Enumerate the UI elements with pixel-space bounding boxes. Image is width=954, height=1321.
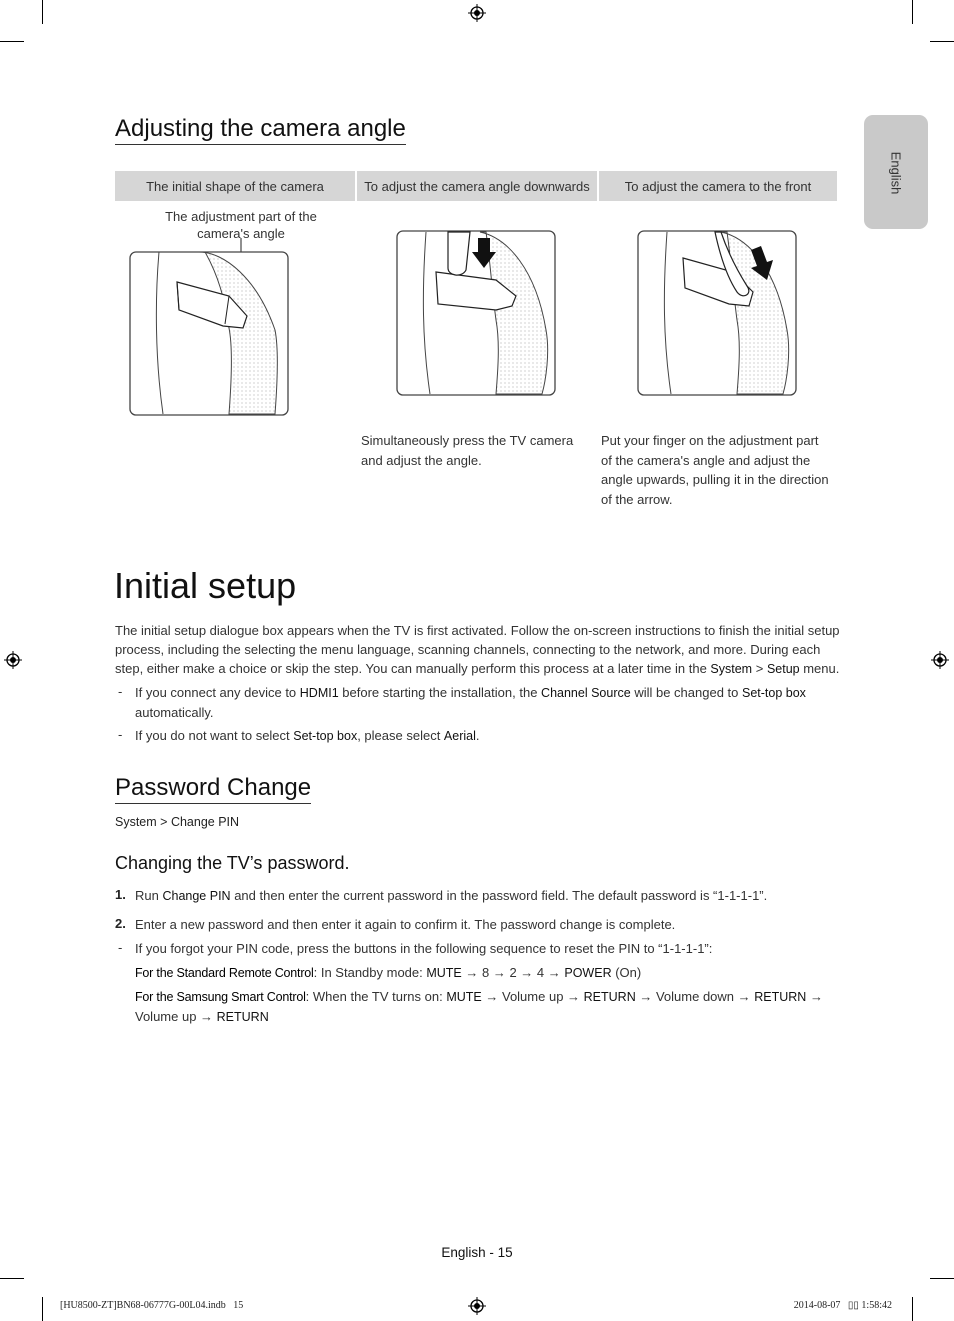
crop-mark bbox=[42, 1297, 43, 1321]
crop-mark bbox=[0, 1278, 24, 1279]
bullet-dash: - bbox=[118, 684, 123, 699]
hdmi-note: If you connect any device to HDMI1 before starting the installation, the Channel Source will be changed to Set-top box automatically. bbox=[135, 685, 806, 720]
camera-angle-table bbox=[115, 171, 837, 201]
standard-remote-sequence: For the Standard Remote Control: In Standby mode: MUTE → 8 → 2 → 4 → POWER (On) bbox=[135, 965, 642, 980]
language-tab bbox=[864, 115, 928, 229]
registration-mark-icon bbox=[468, 1297, 486, 1315]
table-header: To adjust the camera angle downwards bbox=[356, 171, 598, 201]
language-tab-label: English bbox=[888, 151, 904, 195]
pin-reset-note: If you forgot your PIN code, press the buttons in the following sequence to reset the PIN to “1-1-1-1”: bbox=[135, 941, 713, 956]
camera-front-illustration bbox=[637, 230, 797, 398]
print-file-name: [HU8500-ZT]BN68-06777G-00L04.indb 15 bbox=[60, 1300, 244, 1311]
page-number: English - 15 bbox=[441, 1245, 513, 1260]
table-header: To adjust the camera to the front bbox=[598, 171, 837, 201]
camera-initial-illustration bbox=[129, 238, 289, 416]
print-timestamp: 2014-08-07 ▯▯ 1:58:42 bbox=[793, 1300, 892, 1311]
password-change-heading: Password Change bbox=[115, 775, 311, 804]
initial-setup-heading: Initial setup bbox=[114, 565, 297, 606]
crop-mark bbox=[42, 0, 43, 24]
callout-label: The adjustment part of the camera's angle bbox=[165, 209, 317, 241]
aerial-note: If you do not want to select Set-top box, please select Aerial. bbox=[135, 728, 480, 743]
breadcrumb: System > Change PIN bbox=[115, 815, 240, 829]
camera-downwards-illustration bbox=[396, 230, 556, 398]
crop-mark bbox=[912, 0, 913, 24]
initial-setup-paragraph: The initial setup dialogue box appears when the TV is first activated. Follow the on-screen instructions to finish the initial setup process, including the selecting the menu language, scanning channels, connecting to the network, and more. During each step, either make a choice or skip the step. You can manually perform this process at a later time in the System > Setup menu. bbox=[115, 623, 840, 676]
breadcrumb-system: System bbox=[115, 815, 157, 829]
camera-angle-heading: Adjusting the camera angle bbox=[115, 116, 406, 145]
bullet-dash: - bbox=[118, 940, 123, 955]
registration-mark-icon bbox=[468, 4, 486, 22]
breadcrumb-change-pin: Change PIN bbox=[170, 815, 240, 829]
crop-mark bbox=[930, 41, 954, 42]
downwards-description: Simultaneously press the TV camera and adjust the angle. bbox=[361, 433, 574, 468]
step-1-text: Run Change PIN and then enter the current password in the password field. The default password is “1-1-1-1”. bbox=[135, 888, 768, 903]
crop-mark bbox=[930, 1278, 954, 1279]
password-subheading: Changing the TV’s password. bbox=[115, 853, 350, 873]
step-number: 2. bbox=[115, 916, 126, 931]
crop-mark bbox=[0, 41, 24, 42]
registration-mark-icon bbox=[931, 651, 949, 669]
step-2-text: Enter a new password and then enter it again to confirm it. The password change is complete. bbox=[135, 917, 676, 932]
bullet-dash: - bbox=[118, 727, 123, 742]
step-number: 1. bbox=[115, 887, 126, 902]
front-description: Put your finger on the adjustment part of the camera's angle and adjust the angle upwards, pulling it in the direction of the arrow. bbox=[601, 433, 829, 507]
table-header: The initial shape of the camera bbox=[115, 171, 356, 201]
smart-control-sequence: For the Samsung Smart Control: When the TV turns on: MUTE → Volume up → RETURN → Volume down → RETURN → Volume up → RETURN bbox=[135, 989, 823, 1024]
registration-mark-icon bbox=[4, 651, 22, 669]
crop-mark bbox=[912, 1297, 913, 1321]
